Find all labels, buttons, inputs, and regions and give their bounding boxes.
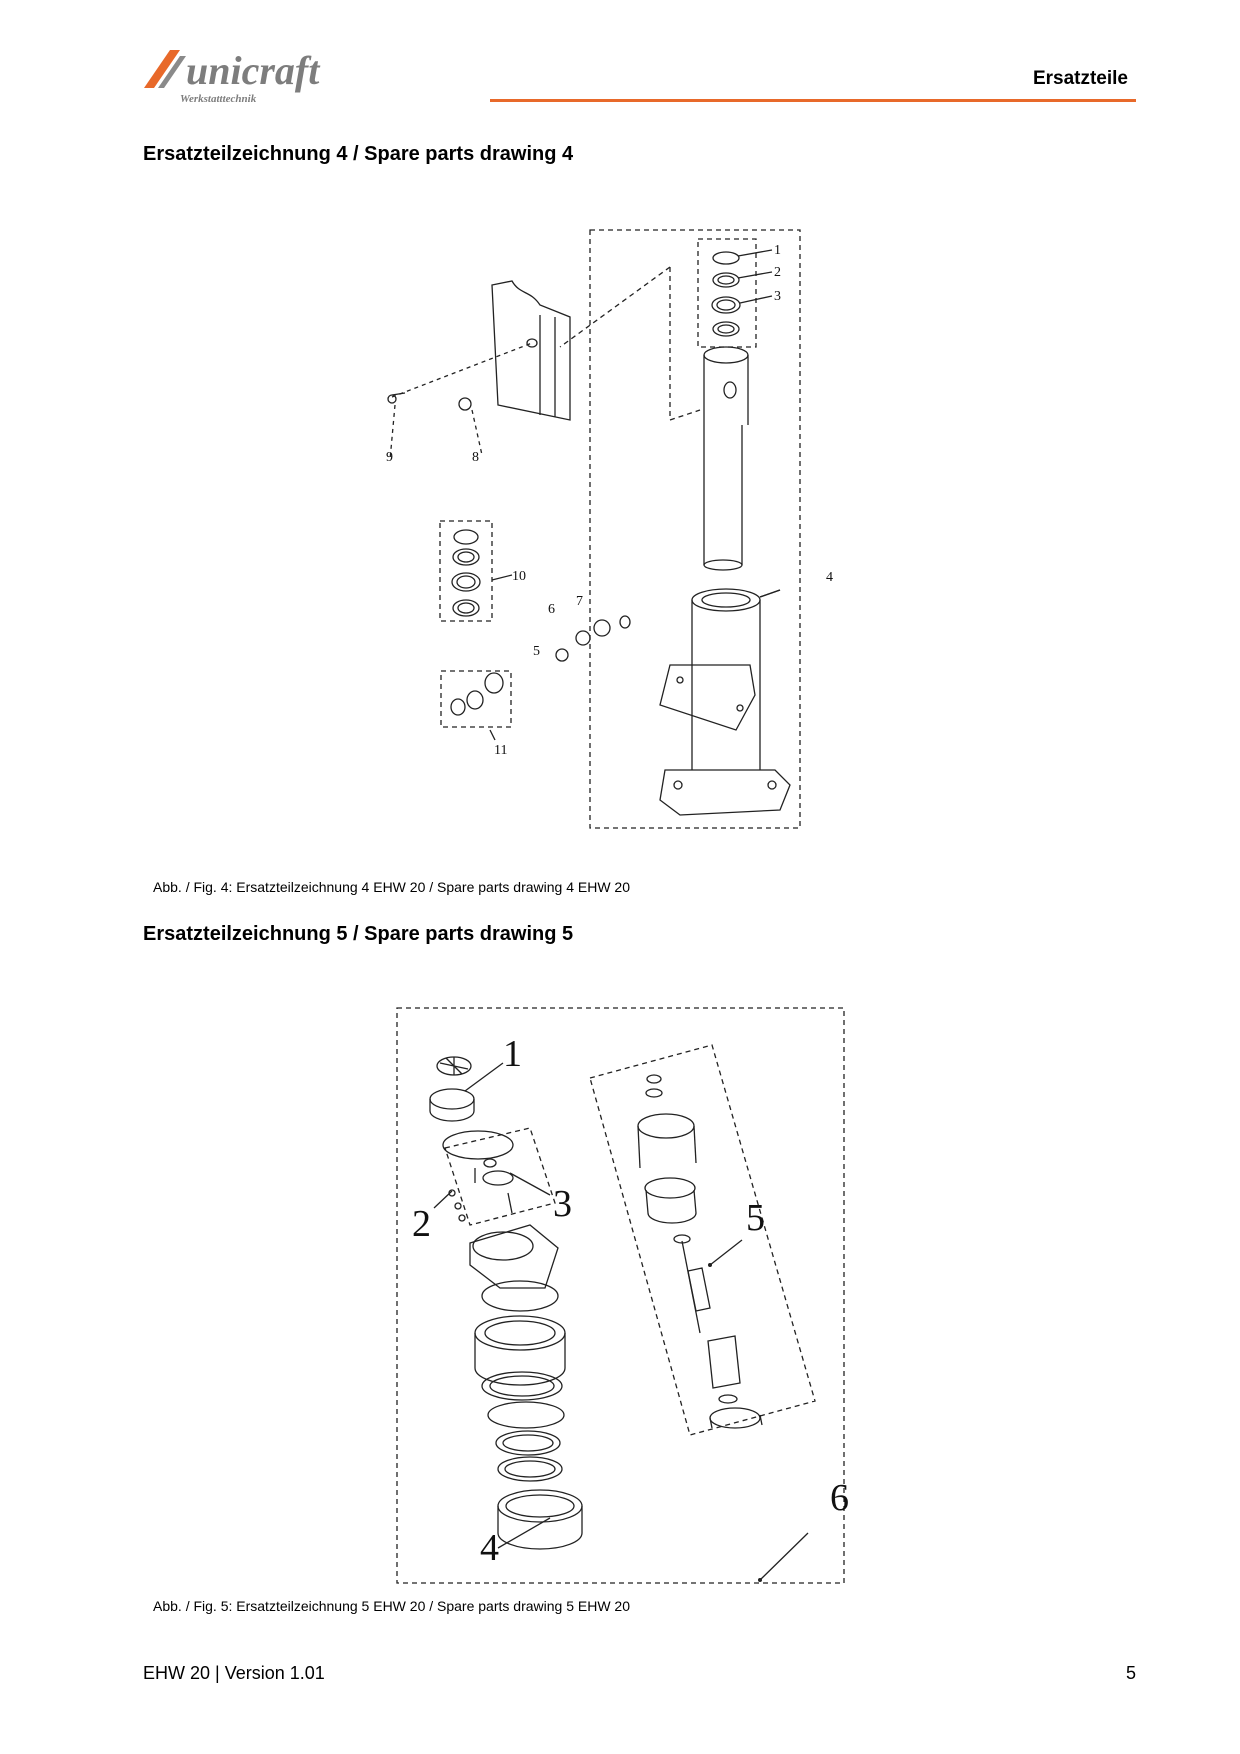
d5-label-2: 2 xyxy=(412,1203,431,1245)
spare-parts-drawing-5 xyxy=(390,1003,910,1588)
d4-label-3: 3 xyxy=(774,289,781,304)
drawing4-heading: Ersatzteilzeichnung 4 / Spare parts drawing 4 xyxy=(143,143,574,165)
d4-assembly-boundary xyxy=(590,230,800,828)
spare-parts-drawing-4 xyxy=(386,225,860,840)
d5-label-6: 6 xyxy=(830,1477,849,1519)
d5-assembly-boundary xyxy=(397,1008,844,1583)
drawing5-caption: Abb. / Fig. 5: Ersatzteilzeichnung 5 EHW 20 / Spare parts drawing 5 EHW 20 xyxy=(153,1598,630,1614)
drawing4-caption: Abb. / Fig. 4: Ersatzteilzeichnung 4 EHW 20 / Spare parts drawing 4 EHW 20 xyxy=(153,879,630,895)
logo-subtitle: Werkstatttechnik xyxy=(180,93,257,105)
d5-label-4: 4 xyxy=(480,1527,499,1569)
d4-label-7: 7 xyxy=(576,594,583,609)
d5-motor-box xyxy=(590,1045,815,1435)
logo-wordmark: unicraft xyxy=(186,48,320,93)
d4-seal-kit-box xyxy=(698,239,756,347)
d5-label-3: 3 xyxy=(553,1183,572,1225)
footer-document-version: EHW 20 | Version 1.01 xyxy=(143,1663,325,1683)
d5-label-5: 5 xyxy=(746,1197,765,1239)
d4-label-4: 4 xyxy=(826,570,833,585)
d4-label-10: 10 xyxy=(512,569,526,584)
footer-page-number: 5 xyxy=(1125,1663,1136,1683)
d5-label-1: 1 xyxy=(503,1033,522,1075)
d4-label-8: 8 xyxy=(472,450,479,465)
d5-valve-box xyxy=(445,1128,555,1225)
header-divider xyxy=(490,99,1136,102)
section-title: Ersatzteile xyxy=(1032,68,1128,89)
d4-label-2: 2 xyxy=(774,265,781,280)
drawing5-heading: Ersatzteilzeichnung 5 / Spare parts drawing 5 xyxy=(143,923,574,945)
d4-label-11: 11 xyxy=(494,743,508,758)
d4-seal-kit-10-box xyxy=(440,521,492,621)
d4-label-9: 9 xyxy=(386,450,393,465)
d4-label-1: 1 xyxy=(774,243,781,258)
d4-box-11 xyxy=(441,671,511,727)
d4-label-5: 5 xyxy=(533,644,540,659)
logo-mark-icon xyxy=(144,50,186,88)
unicraft-logo xyxy=(140,44,380,106)
d4-label-6: 6 xyxy=(548,602,555,617)
